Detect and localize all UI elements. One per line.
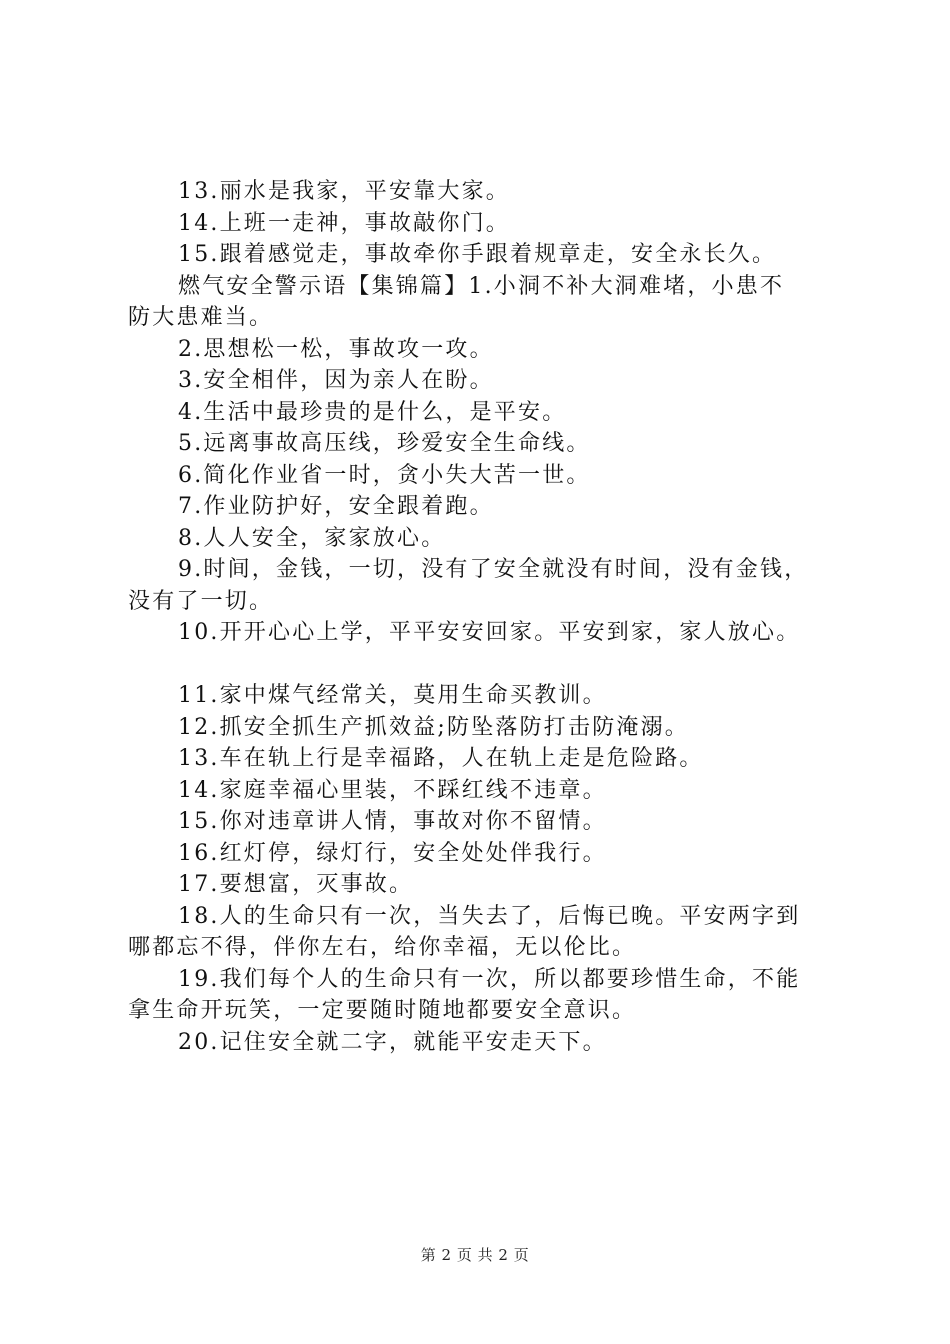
blank-line <box>128 649 838 681</box>
section-heading-line: 燃气安全警示语【集锦篇】1.小洞不补大洞难堵，小患不 <box>178 273 785 299</box>
text-line: 4.生活中最珍贵的是什么，是平安。 <box>178 399 567 425</box>
text-line: 17.要想富，灭事故。 <box>178 872 414 897</box>
text-line: 没有了一切。 <box>128 588 274 614</box>
text-line: 20.记住安全就二字，就能平安走天下。 <box>178 1029 607 1055</box>
text-line: 15.你对违章讲人情，事故对你不留情。 <box>178 809 607 834</box>
page-footer: 第 2 页 共 2 页 <box>420 1246 530 1264</box>
text-line: 11.家中煤气经常关，莫用生命买教训。 <box>178 683 607 708</box>
text-line: 拿生命开玩笑，一定要随时随地都要安全意识。 <box>128 998 637 1023</box>
text-line: 2.思想松一松，事故攻一攻。 <box>178 336 494 362</box>
text-line: 3.安全相伴，因为亲人在盼。 <box>178 368 494 393</box>
text-line: 14.上班一走神，事故敲你门。 <box>178 210 510 236</box>
text-line: 18.人的生命只有一次，当失去了，后悔已晚。平安两字到 <box>178 903 801 929</box>
document-body <box>128 176 838 1058</box>
text-line: 6.简化作业省一时，贪小失大苦一世。 <box>178 462 591 488</box>
text-line: 13.车在轨上行是幸福路，人在轨上走是危险路。 <box>178 746 704 771</box>
text-line: 15.跟着感觉走，事故牵你手跟着规章走，安全永长久。 <box>178 242 777 267</box>
text-line: 5.远离事故高压线，珍爱安全生命线。 <box>178 431 591 456</box>
text-line: 12.抓安全抓生产抓效益;防坠落防打击防淹溺。 <box>178 714 690 740</box>
text-line: 8.人人安全，家家放心。 <box>178 525 446 551</box>
text-line: 7.作业防护好，安全跟着跑。 <box>178 494 494 519</box>
text-line: 9.时间，金钱，一切，没有了安全就没有时间，没有金钱， <box>178 557 809 582</box>
text-line: 防大患难当。 <box>128 305 274 330</box>
text-line: 19.我们每个人的生命只有一次，所以都要珍惜生命，不能 <box>178 966 801 992</box>
text-line: 16.红灯停，绿灯行，安全处处伴我行。 <box>178 840 607 866</box>
text-line: 哪都忘不得，伴你左右，给你幸福，无以伦比。 <box>128 935 637 960</box>
text-line: 13.丽水是我家，平安靠大家。 <box>178 179 510 204</box>
text-line: 14.家庭幸福心里装，不踩红线不违章。 <box>178 777 607 803</box>
text-line: 10.开开心心上学，平平安安回家。平安到家，家人放心。 <box>178 620 801 645</box>
